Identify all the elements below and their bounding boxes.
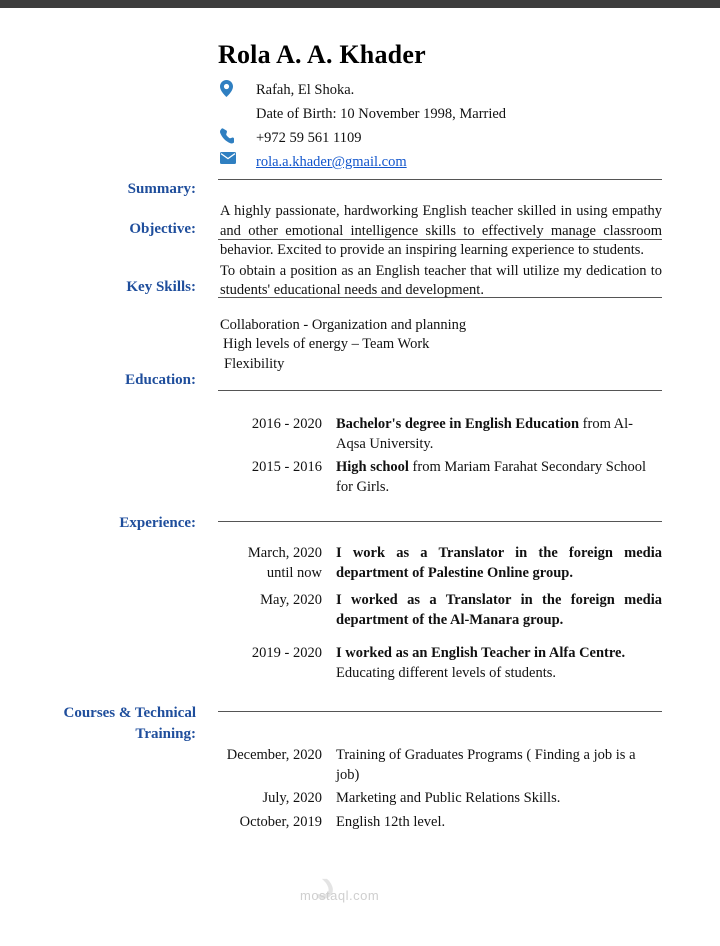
resume-page — [0, 8, 720, 946]
experience-entry-title: I worked as a Translator in the foreign media department of the Al-Manara group. — [336, 592, 662, 628]
summary-text: A highly passionate, hardworking English teacher skilled in using empathy and other emotional intelligence skills to effectively manage classroom behavior. Excited to provide an inspiring learning experience to students. — [220, 203, 662, 258]
experience-entry — [218, 591, 662, 630]
education-entry — [218, 415, 662, 454]
summary-divider — [218, 179, 662, 180]
watermark-glyph: د — [315, 857, 336, 908]
courses-entry — [218, 789, 662, 809]
courses-entry-text: Marketing and Public Relations Skills. — [336, 790, 561, 806]
key-skills-line-2: High levels of energy – Team Work — [223, 336, 430, 352]
experience-label: Experience: — [119, 515, 196, 531]
education-entry-title: Bachelor's degree in English Education — [336, 416, 580, 432]
experience-entry-desc — [336, 591, 662, 630]
section-education — [0, 370, 720, 501]
contact-address: Rafah, El Shoka. — [256, 82, 355, 98]
education-body — [218, 370, 720, 501]
experience-entry-date: May, 2020 — [260, 592, 322, 608]
education-label: Education: — [125, 372, 196, 388]
contact-block — [218, 80, 660, 173]
section-courses — [0, 703, 720, 836]
key-skills-line-3: Flexibility — [224, 355, 285, 372]
contact-email-link[interactable]: rola.a.khader@gmail.com — [256, 154, 407, 170]
courses-entry-date: October, 2019 — [239, 813, 322, 830]
education-entry-date: 2016 - 2020 — [251, 416, 322, 432]
objective-label: Objective: — [129, 220, 196, 237]
courses-label: Courses & Technical Training: — [63, 705, 196, 742]
experience-entry-desc — [336, 544, 662, 583]
experience-entry-rest: Educating different levels of students. — [336, 664, 556, 681]
education-entry-date: 2015 - 2016 — [251, 459, 322, 475]
courses-entry-text: English 12th level. — [336, 813, 446, 830]
objective-text: To obtain a position as an English teacher that will utilize my dedication to students' educational needs and development. — [220, 262, 662, 298]
education-entry — [218, 458, 662, 497]
courses-entry — [218, 746, 662, 785]
page-title: Rola A. A. Khader — [218, 40, 426, 69]
education-entry-title: High school — [336, 459, 409, 475]
experience-entry-desc — [336, 644, 662, 683]
experience-entry-date: March, 2020 until now — [247, 545, 322, 581]
location-pin-icon — [218, 80, 256, 97]
contact-dob: Date of Birth: 10 November 1998, Married — [256, 106, 507, 122]
section-experience — [0, 513, 720, 687]
courses-body — [218, 703, 720, 836]
watermark-text: mostaql.com — [300, 888, 380, 903]
contact-row-email[interactable] — [218, 152, 660, 173]
education-entry-desc — [336, 458, 662, 497]
contact-row-address — [218, 80, 660, 101]
education-entry-rest: from Al-Aqsa University. — [336, 416, 634, 452]
courses-entry-text: Training of Graduates Programs ( Finding a job is a job) — [336, 747, 636, 783]
courses-entry-date: December, 2020 — [226, 747, 322, 763]
experience-entry-date: 2019 - 2020 — [251, 645, 322, 661]
experience-entry-title: I worked as an English Teacher in Alfa Centre. — [336, 645, 626, 661]
contact-row-phone — [218, 128, 660, 149]
experience-entry-title: I work as a Translator in the foreign media department of Palestine Online group. — [336, 545, 662, 581]
contact-row-dob — [218, 104, 660, 125]
experience-entry — [218, 644, 662, 683]
key-skills-label: Key Skills: — [126, 278, 196, 295]
education-entry-rest: from Mariam Farahat Secondary School for Girls. — [336, 459, 647, 495]
key-skills-line-1: Collaboration - Organization and planning — [220, 316, 467, 333]
key-skills-divider — [218, 297, 662, 298]
phone-icon — [218, 128, 256, 144]
courses-entry — [218, 813, 662, 833]
contact-phone: +972 59 561 1109 — [256, 130, 362, 146]
window-top-bar — [0, 0, 720, 8]
experience-body — [218, 513, 720, 687]
experience-entry — [218, 544, 662, 583]
courses-entry-date: July, 2020 — [262, 790, 322, 806]
section-key-skills — [0, 277, 720, 375]
envelope-icon — [218, 152, 256, 164]
objective-divider — [218, 239, 662, 240]
education-entry-desc — [336, 415, 662, 454]
summary-label: Summary: — [127, 181, 196, 197]
key-skills-body — [218, 277, 720, 375]
